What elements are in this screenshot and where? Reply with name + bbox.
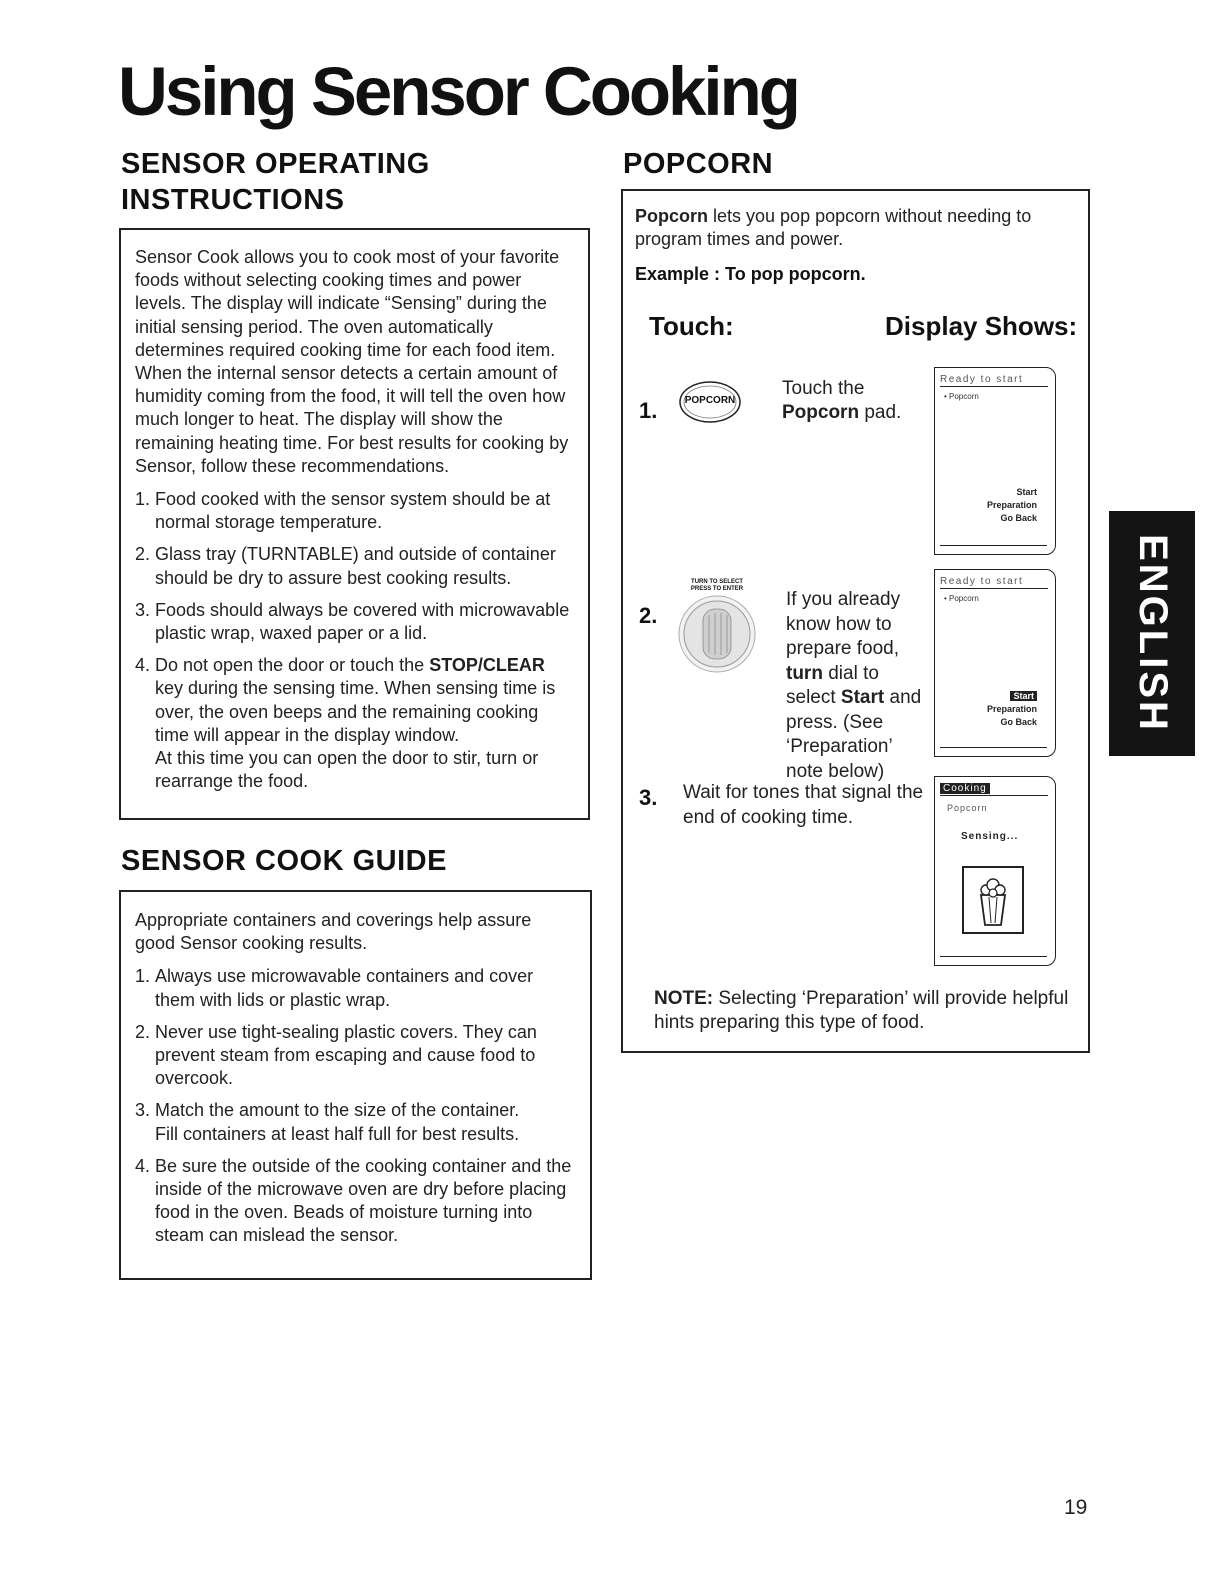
popcorn-example: Example : To pop popcorn. (635, 264, 866, 284)
instructions-box (119, 228, 590, 820)
page-title: Using Sensor Cooking (118, 53, 798, 130)
popcorn-box (621, 189, 1090, 1053)
instructions-heading (121, 146, 430, 218)
guide-heading: SENSOR COOK GUIDE (121, 845, 447, 877)
select-dial-icon: TURN TO SELECT PRESS TO ENTER (675, 579, 759, 677)
display-shows-heading: Display Shows: (885, 311, 1078, 341)
display-2-menu: Start Preparation Go Back (986, 691, 1037, 727)
step-2-number: 2. (639, 603, 658, 628)
popcorn-bag-icon (961, 865, 1025, 935)
instructions-heading-line2: INSTRUCTIONS (121, 184, 345, 216)
instructions-list (135, 488, 574, 793)
guide-box (119, 890, 592, 1280)
list-item: 3. Match the amount to the size of the container. Fill containers at least half full for best results. (135, 1100, 520, 1144)
display-1: Ready to start • Popcorn Start Preparation Go Back (934, 367, 1056, 555)
step-1-text: Touch the Popcorn pad. (782, 378, 902, 423)
guide-intro: Appropriate containers and coverings help assure good Sensor cooking results. (135, 910, 532, 954)
popcorn-heading: POPCORN (623, 148, 774, 180)
display-1-menu: Start Preparation Go Back (986, 487, 1037, 523)
popcorn-note: NOTE: Selecting ‘Preparation’ will provide helpful hints preparing this type of food. (654, 988, 1069, 1033)
popcorn-pad-icon (677, 379, 743, 425)
page-number: 19 (1064, 1496, 1088, 1519)
list-item: 3. Foods should always be covered with microwavable plastic wrap, waxed paper or a lid. (135, 599, 570, 644)
instructions-intro: Sensor Cook allows you to cook most of your favorite foods without selecting cooking times and power levels. The display will indicate “Sensing” during the initial sensing period. The oven automatically determines required cooking time for each food item. When the internal sensor detects a certain amount of humidity coming from the food, it will tell the oven how much longer to heat. The display will show the remaining heating time. For best results for cooking by Sensor, follow these recommendations. (135, 247, 569, 476)
list-item: 2. Glass tray (TURNTABLE) and outside of container should be dry to assure best cooking results. (135, 544, 556, 588)
display-2: Ready to start • Popcorn Start Preparation Go Back (934, 569, 1056, 757)
instructions-heading-line1: SENSOR OPERATING (121, 148, 430, 180)
guide-list (135, 965, 576, 1247)
step-1-number: 1. (639, 398, 658, 423)
popcorn-pad-label: POPCORN (684, 395, 736, 406)
language-tab (1109, 511, 1195, 756)
language-tab-label: ENGLISH (1130, 534, 1175, 733)
list-item: 2. Never use tight-sealing plastic covers. They can prevent steam from escaping and cause food to overcook. (135, 1021, 537, 1089)
list-item: 1. Food cooked with the sensor system should be at normal storage temperature. (135, 489, 551, 533)
stop-clear-key-label: STOP/CLEAR (429, 655, 545, 676)
step-2-text: If you already know how to prepare food, turn dial to select Start and press. (See ‘Preparation’ note below) (786, 589, 922, 782)
display-3: Cooking Popcorn Sensing... (934, 776, 1056, 966)
touch-heading: Touch: (649, 311, 734, 341)
list-item: 4. Do not open the door or touch the STOP/CLEAR key during the sensing time. When sensing time is over, the oven beeps and the remaining cooking time will appear in the display window. At this time you can open the door to stir, turn or rearrange the food. (135, 655, 556, 792)
instructions-body (135, 246, 574, 793)
step-3-text: Wait for tones that signal the end of cooking time. (683, 782, 924, 828)
list-item: 4. Be sure the outside of the cooking container and the inside of the microwave oven are dry before placing food in the oven. Beads of moisture turning into steam can mislead the sensor. (135, 1155, 572, 1246)
guide-body (135, 909, 576, 1248)
popcorn-intro: Popcorn lets you pop popcorn without needing to program times and power. (635, 206, 1032, 250)
step-3-number: 3. (639, 785, 658, 810)
list-item: 1. Always use microwavable containers and cover them with lids or plastic wrap. (135, 966, 534, 1010)
